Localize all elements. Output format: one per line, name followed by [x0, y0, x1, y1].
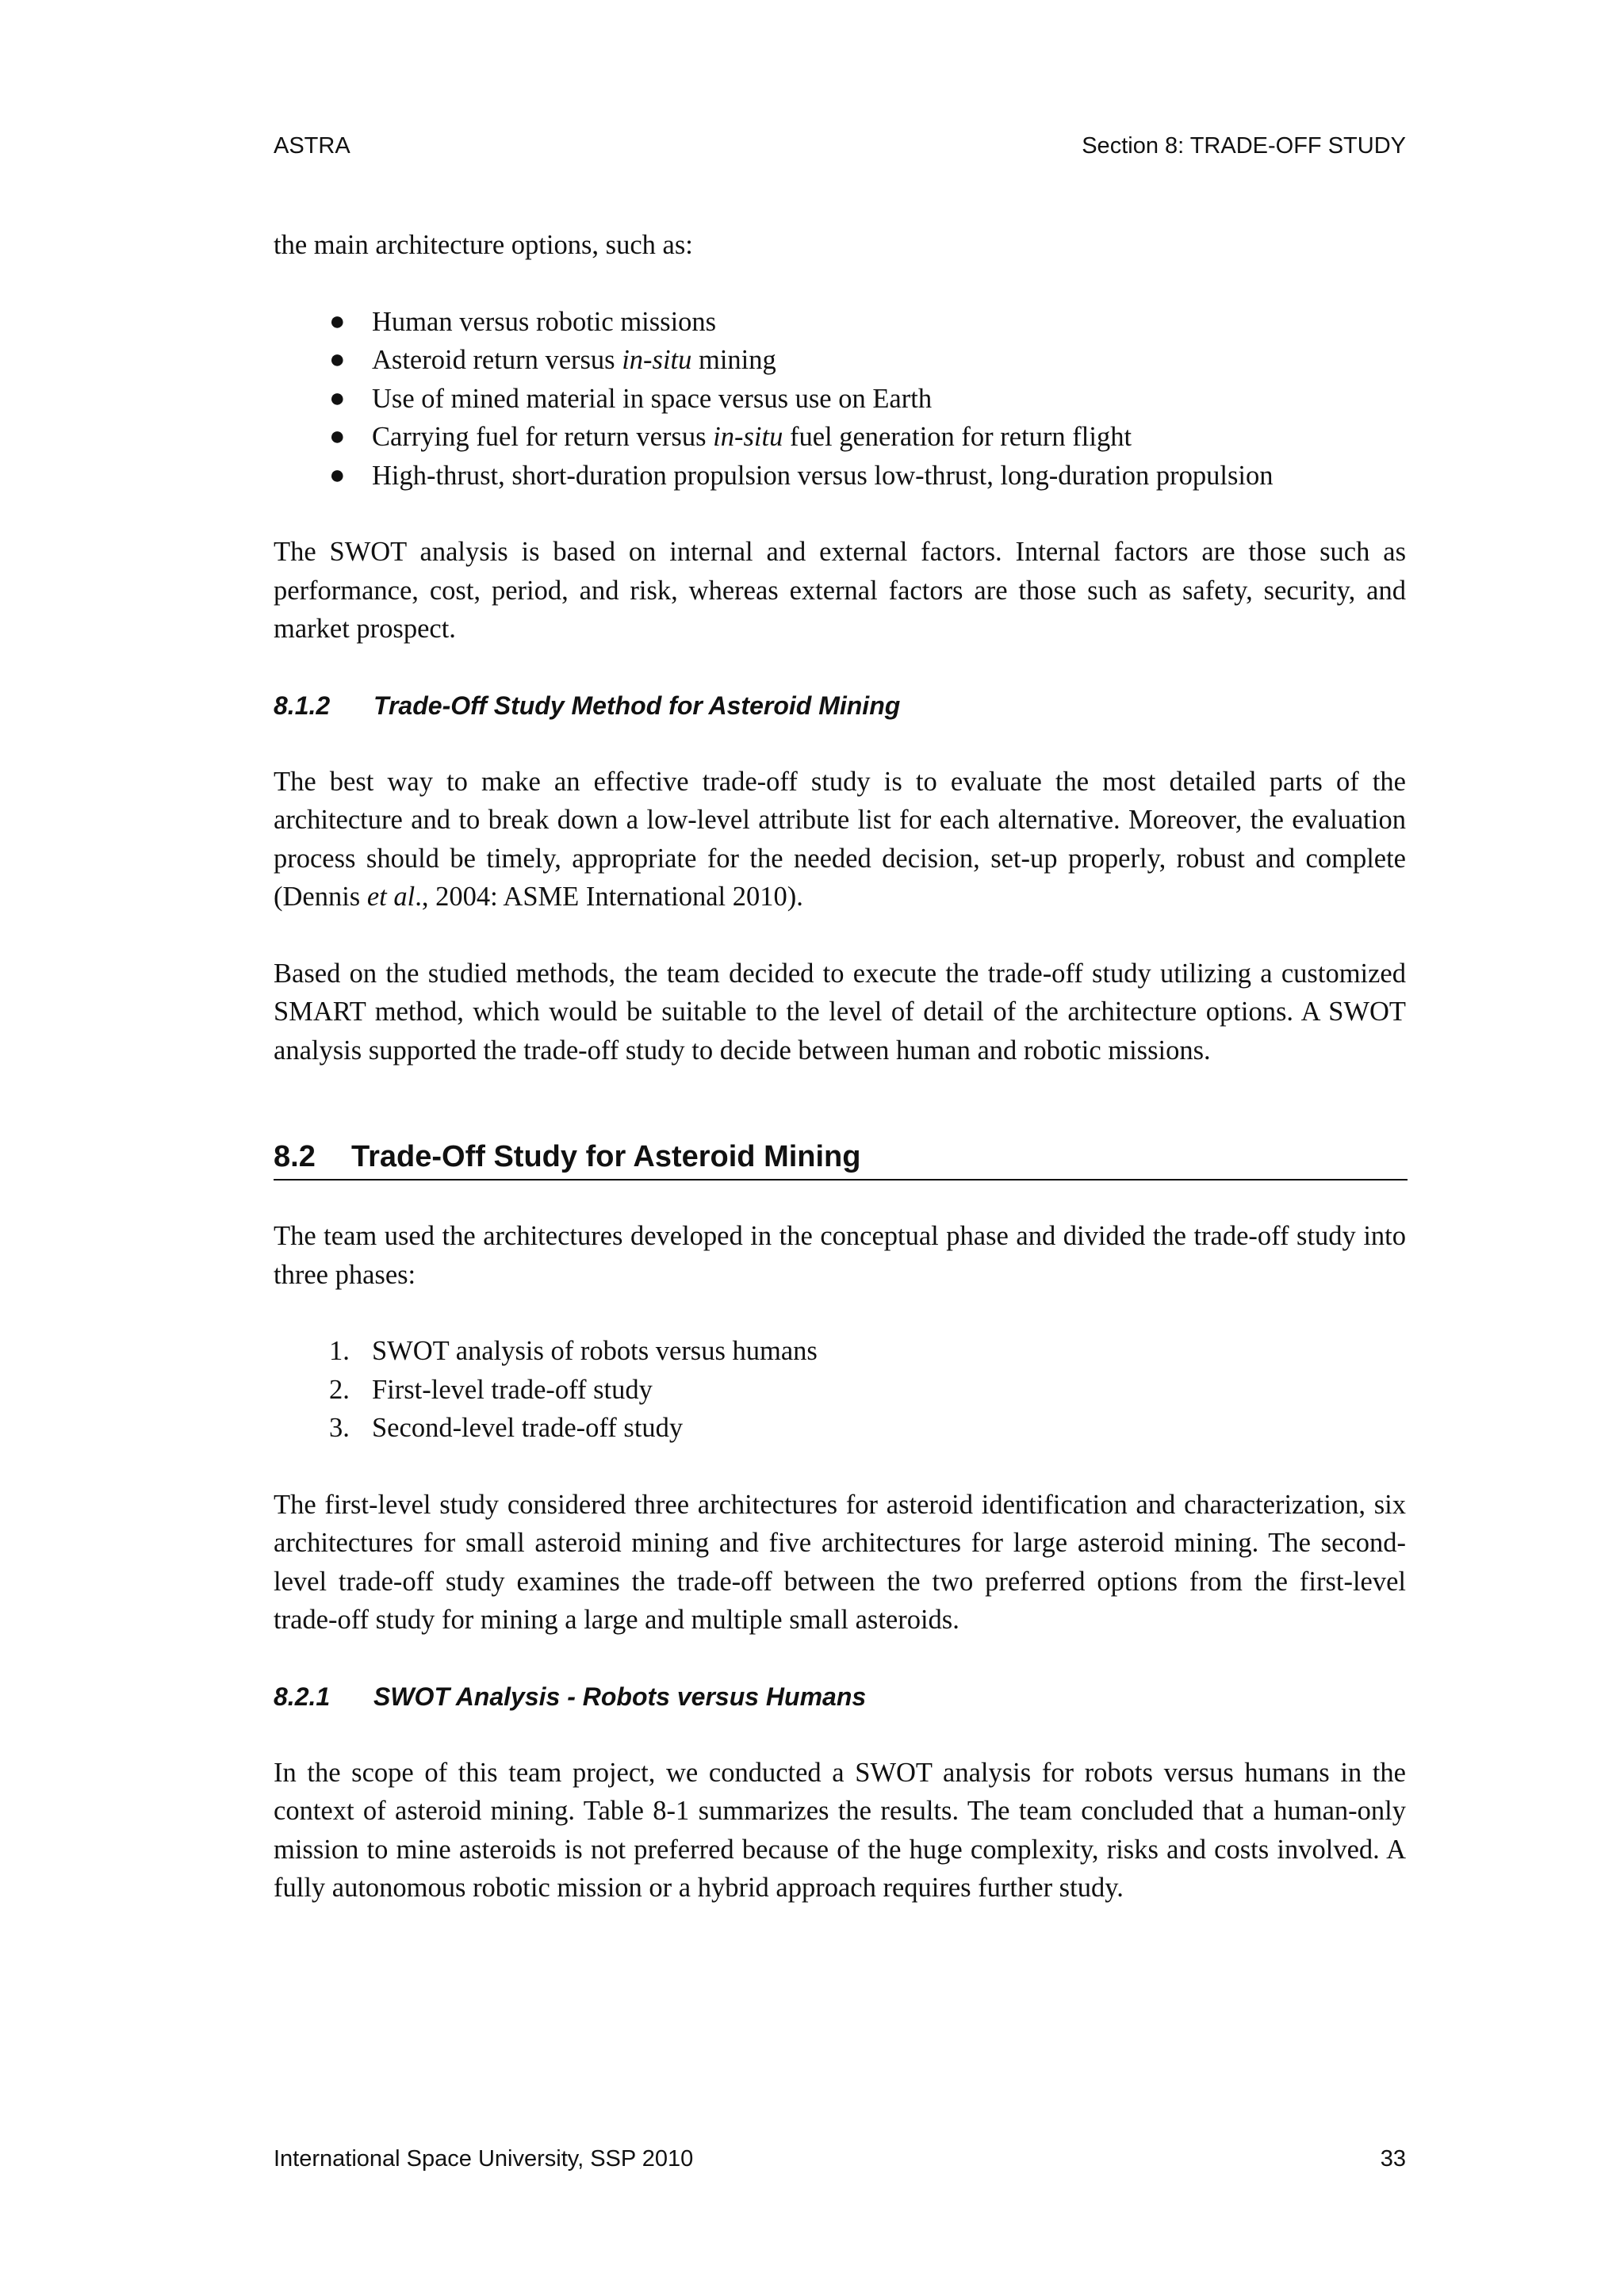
footer-institution: International Space University, SSP 2010: [274, 2146, 694, 2172]
subsection-heading-8-2-1: 8.2.1 SWOT Analysis - Robots versus Humans: [274, 1682, 867, 1711]
bullet-icon: ●: [329, 422, 346, 451]
list-item: ● High-thrust, short-duration propulsion versus low-thrust, long-duration propulsion: [274, 457, 1406, 496]
subsection-heading-8-1-2: 8.1.2 Trade-Off Study Method for Asteroid Mining: [274, 691, 901, 720]
first-level-study-paragraph: The first-level study considered three architectures for asteroid identification and characterization, six architectures for small asteroid mining and five architectures for large asteroid mining. The second-level trade-off study examines the trade-off between the two preferred options from the first-level trade-off study for mining a large and multiple small asteroids.: [274, 1489, 1406, 1635]
list-item: ● Human versus robotic missions: [274, 303, 1406, 342]
bullet-icon: ●: [329, 345, 346, 374]
smart-method-paragraph: Based on the studied methods, the team decided to execute the trade-off study utilizing a customized SMART method, which would be suitable to the level of detail of the architecture options. A SWOT analysis supported the trade-off study to decide between human and robotic missions.: [274, 958, 1406, 1066]
list-item: ● Asteroid return versus in-situ mining: [274, 341, 1406, 380]
architecture-options-list: [274, 303, 1406, 496]
list-item: ● Carrying fuel for return versus in-situ fuel generation for return flight: [274, 418, 1406, 457]
list-item: 3. Second-level trade-off study: [329, 1413, 684, 1443]
page-body: [274, 226, 1406, 1908]
list-item: 2. First-level trade-off study: [329, 1374, 653, 1405]
phases-list: [274, 1332, 1406, 1448]
intro-text: the main architecture options, such as:: [274, 230, 693, 260]
header-section-title: Section 8: TRADE-OFF STUDY: [1082, 133, 1406, 159]
page-footer: [274, 2146, 1406, 2172]
header-doc-title: ASTRA: [274, 133, 350, 159]
swot-scope-paragraph: In the scope of this team project, we conducted a SWOT analysis for robots versus humans in the context of asteroid mining. Table 8-1 summarizes the results. The team concluded that a human-only mission to mine asteroids is not preferred because of the huge complexity, risks and costs involved. A fully autonomous robotic mission or a hybrid approach requires further study.: [274, 1757, 1406, 1903]
bullet-icon: ●: [329, 383, 346, 413]
page-number: 33: [1380, 2146, 1406, 2172]
page-header: [274, 133, 1406, 159]
trade-off-method-paragraph: The best way to make an effective trade-off study is to evaluate the most detailed parts of the architecture and to break down a low-level attribute list for each alternative. Moreover, the evaluation process should be timely, appropriate for the needed decision, set-up properly, robust and complete (Dennis et al., 2004: ASME International 2010).: [274, 766, 1406, 912]
list-item: 1. SWOT analysis of robots versus humans: [329, 1336, 818, 1366]
bullet-icon: ●: [329, 460, 346, 490]
swot-paragraph: The SWOT analysis is based on internal and external factors. Internal factors are those such as performance, cost, period, and risk, whereas external factors are those such as safety, security, and market prospect.: [274, 537, 1406, 644]
bullet-icon: ●: [329, 306, 346, 336]
phases-intro-paragraph: The team used the architectures developed in the conceptual phase and divided the trade-off study into three phases:: [274, 1221, 1406, 1290]
list-item: ● Use of mined material in space versus use on Earth: [274, 380, 1406, 419]
section-heading-8-2: 8.2 Trade-Off Study for Asteroid Mining: [274, 1136, 1408, 1181]
